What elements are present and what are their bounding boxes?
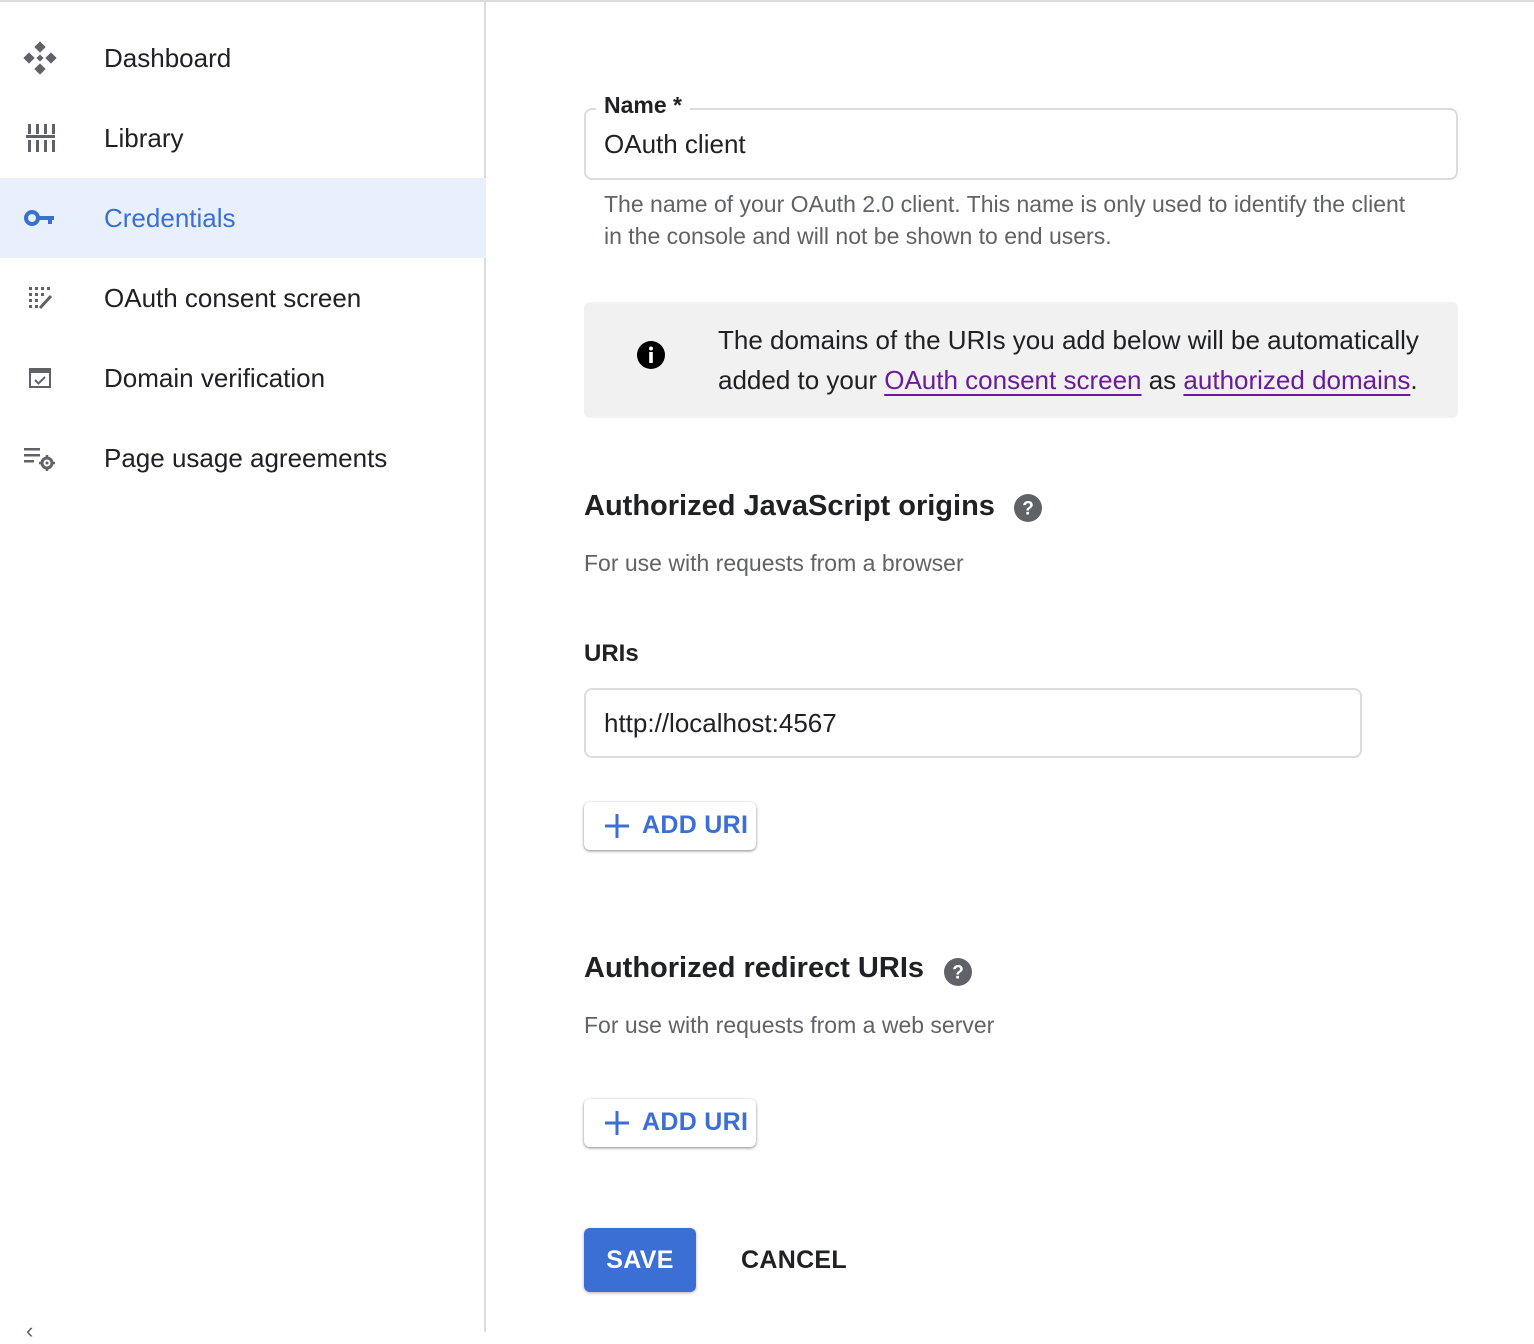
name-field-value[interactable]: OAuth client [604, 129, 746, 159]
info-text-middle: as [1141, 365, 1184, 395]
collapse-sidebar-icon[interactable]: ‹ [26, 1318, 34, 1343]
uris-label: URIs [584, 640, 639, 667]
sidebar [0, 2, 486, 1343]
sidebar-item-label: OAuth consent screen [104, 282, 362, 313]
library-icon [22, 120, 58, 156]
sidebar-item-oauth-consent-screen[interactable] [0, 258, 486, 338]
add-js-origin-uri-button[interactable] [584, 802, 756, 850]
sidebar-item-credentials[interactable] [0, 178, 486, 258]
sidebar-item-label: Domain verification [104, 362, 326, 393]
js-origins-help-icon[interactable] [1013, 493, 1043, 523]
sidebar-item-label: Library [104, 122, 184, 153]
svg-text:?: ? [1022, 498, 1034, 520]
save-button[interactable]: SAVE [584, 1228, 696, 1292]
sidebar-item-label: Page usage agreements [104, 442, 388, 473]
info-banner [584, 302, 1458, 418]
info-text-after: . [1410, 365, 1418, 395]
plus-icon [604, 1110, 630, 1136]
dashboard-icon [22, 40, 58, 76]
redirect-uris-subtitle: For use with requests from a web server [584, 1012, 995, 1038]
sidebar-item-page-usage-agreements[interactable] [0, 418, 486, 498]
domain-verification-icon [22, 360, 58, 396]
sidebar-item-dashboard[interactable] [0, 18, 486, 98]
add-uri-label: ADD URI [642, 1108, 749, 1136]
js-origin-uri-input[interactable] [584, 688, 1362, 758]
sidebar-item-label: Dashboard [104, 42, 232, 73]
redirect-uris-title: Authorized redirect URIs [584, 952, 924, 984]
js-origins-title: Authorized JavaScript origins [584, 490, 995, 522]
name-field-label: Name * [596, 92, 690, 119]
js-origins-subtitle: For use with requests from a browser [584, 550, 964, 576]
svg-text:?: ? [952, 962, 964, 984]
add-redirect-uri-button[interactable] [584, 1099, 756, 1147]
info-icon [636, 340, 666, 370]
plus-icon [604, 813, 630, 839]
key-icon [22, 200, 58, 236]
info-text [718, 320, 1438, 400]
cancel-button[interactable]: CANCEL [724, 1228, 864, 1292]
name-helper-text: The name of your OAuth 2.0 client. This name is only used to identify the client in the console and will not be shown to end users. [604, 191, 1406, 249]
oauth-consent-screen-link[interactable]: OAuth consent screen [884, 365, 1142, 395]
sidebar-item-library[interactable] [0, 98, 486, 178]
sidebar-item-domain-verification[interactable] [0, 338, 486, 418]
main-content [486, 2, 1534, 1332]
add-uri-label: ADD URI [642, 811, 749, 839]
redirect-uris-help-icon[interactable] [943, 957, 973, 987]
sidebar-item-label: Credentials [104, 202, 236, 233]
settings-list-icon [22, 440, 58, 476]
consent-screen-icon [22, 280, 58, 316]
info-text-before: The domains of the URIs you add below will be automatically added to your [718, 325, 1419, 395]
authorized-domains-link[interactable]: authorized domains [1183, 365, 1411, 395]
